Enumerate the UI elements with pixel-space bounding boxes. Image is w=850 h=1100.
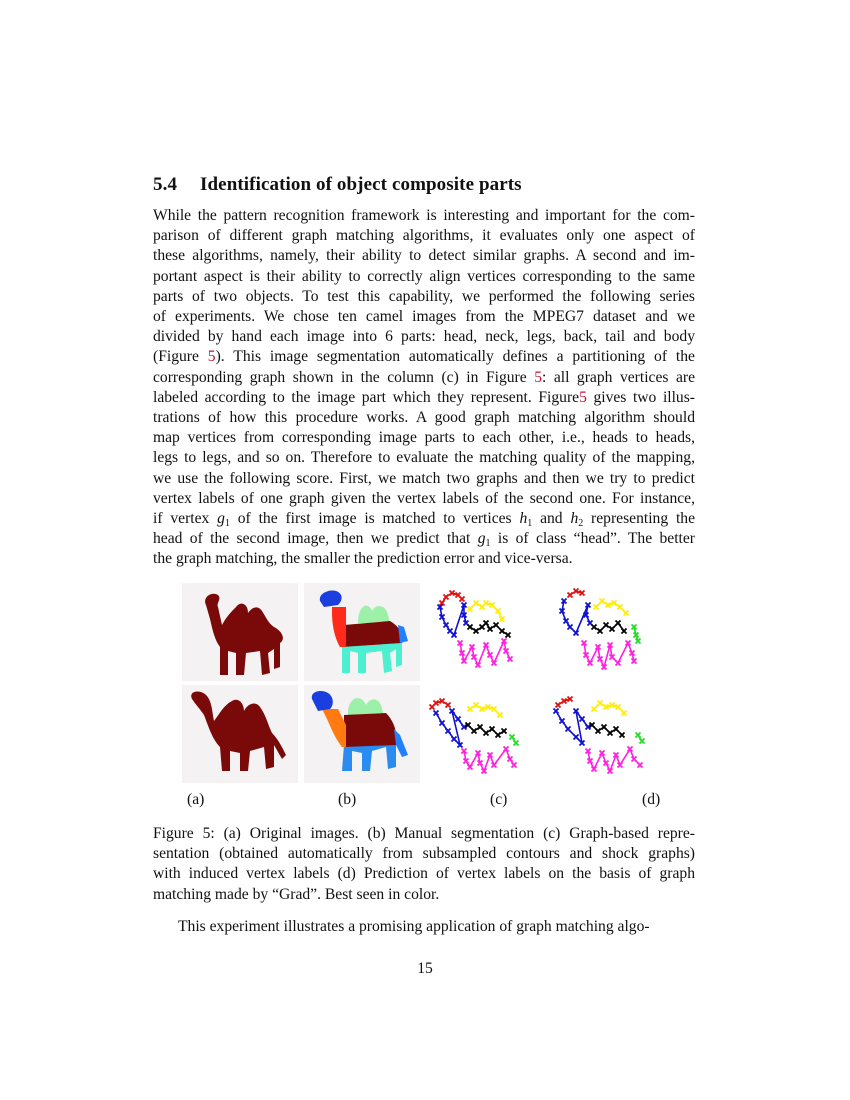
graph-image xyxy=(548,583,664,681)
figure-ref-link[interactable]: 5 xyxy=(579,388,587,406)
segmentation-image xyxy=(304,685,420,783)
text-run: head of the second image, then we predict that xyxy=(153,530,478,548)
figure-ref-link[interactable]: 5 xyxy=(534,368,542,386)
text-line: parison of different graph matching algorithms, it evaluates only one aspect of xyxy=(153,227,695,245)
camel-silhouette-image xyxy=(182,685,298,783)
figure-label-d: (d) xyxy=(642,791,661,808)
body-segment xyxy=(342,621,403,647)
figure-label-a: (a) xyxy=(187,791,205,808)
math-var: h xyxy=(570,510,579,528)
text-line: While the pattern recognition framework is interesting and important for the com- xyxy=(153,207,695,224)
body-segment xyxy=(344,713,397,747)
legs-segment xyxy=(342,745,396,771)
graph-image xyxy=(548,685,664,783)
text-run: (Figure xyxy=(153,348,208,366)
text-run: of the first image is matched to vertices xyxy=(229,510,520,528)
body-paragraph xyxy=(153,206,695,570)
text-line: divided by hand each image into 6 parts: head, neck, legs, back, tail and body xyxy=(153,328,695,346)
math-var: g xyxy=(217,510,225,528)
text-line: portant aspect is their ability to correctly align vertices corresponding to the same xyxy=(153,267,695,285)
math-var: g xyxy=(477,530,486,548)
next-paragraph: This experiment illustrates a promising application of graph matching algo- xyxy=(178,918,650,935)
text-run: if vertex xyxy=(153,510,218,528)
text-run: : all graph vertices are xyxy=(541,368,695,386)
panel-c-top xyxy=(424,583,540,681)
text-line xyxy=(153,368,695,388)
text-line: parts of two objects. To test this capability, we performed the following series xyxy=(153,287,695,305)
text-line: map vertices from corresponding image parts to each other, i.e., heads to heads, xyxy=(153,429,695,447)
math-sub: 2 xyxy=(578,518,584,530)
graph-image xyxy=(424,583,540,681)
caption-line: sentation (obtained automatically from subsampled contours and shock graphs) xyxy=(153,845,695,863)
text-line: legs to legs, and so on. Therefore to evaluate the matching quality of the mapping, xyxy=(153,449,695,467)
figure-ref-link[interactable]: 5 xyxy=(207,348,216,366)
camel-silhouette-image xyxy=(182,583,298,681)
math-var: h xyxy=(519,510,528,528)
panel-b-top xyxy=(304,583,420,681)
segmentation-image xyxy=(304,583,420,681)
page-number: 15 xyxy=(417,960,433,977)
panel-c-bottom xyxy=(424,685,540,783)
text-line xyxy=(153,347,695,367)
text-run: gives two illus- xyxy=(586,388,695,406)
text-line: these algorithms, namely, their ability to detect similar graphs. A second and im- xyxy=(153,247,695,265)
text-line: of experiments. We chose ten camel images from the MPEG7 dataset and we xyxy=(153,308,695,326)
math-sub: 1 xyxy=(527,518,533,530)
text-run: labeled according to the image part which they represent. Figure xyxy=(153,388,580,406)
text-run: corresponding graph shown in the column (c) in Figure xyxy=(153,368,535,386)
text-run: is of class “head”. The better xyxy=(490,530,696,548)
text-line xyxy=(153,529,695,549)
panel-d-top xyxy=(548,583,664,681)
text-line: we use the following score. First, we match two graphs and then we try to predict xyxy=(153,469,695,487)
text-line: trations of how this procedure works. A good graph matching algorithm should xyxy=(153,409,695,427)
text-run: ). This image segmentation automatically defines a partitioning of the xyxy=(215,348,695,366)
text-line: the graph matching, the smaller the prediction error and vice-versa. xyxy=(153,550,573,568)
math-sub: 1 xyxy=(224,518,230,530)
panel-a-top xyxy=(182,583,298,681)
figure-label-c: (c) xyxy=(490,791,508,808)
panel-d-bottom xyxy=(548,685,664,783)
graph-image xyxy=(424,685,540,783)
caption-line: Figure 5: (a) Original images. (b) Manual segmentation (c) Graph-based repre- xyxy=(153,825,695,842)
figure-caption xyxy=(153,824,695,905)
figure-label-b: (b) xyxy=(338,791,357,808)
caption-line: matching made by “Grad”. Best seen in color. xyxy=(153,885,440,903)
text-line xyxy=(153,509,695,529)
panel-b-bottom xyxy=(304,685,420,783)
panel-a-bottom xyxy=(182,685,298,783)
text-run: and xyxy=(532,510,571,528)
caption-line: with induced vertex labels (d) Prediction of vertex labels on the basis of graph xyxy=(153,865,695,883)
text-line xyxy=(153,388,695,408)
math-sub: 1 xyxy=(485,538,491,550)
section-heading xyxy=(153,174,522,196)
text-line: vertex labels of one graph given the vertex labels of the second one. For instance, xyxy=(153,489,695,507)
section-title-text: Identification of object composite parts xyxy=(200,174,522,195)
text-run: representing the xyxy=(583,510,696,528)
section-number: 5.4 xyxy=(153,174,178,195)
